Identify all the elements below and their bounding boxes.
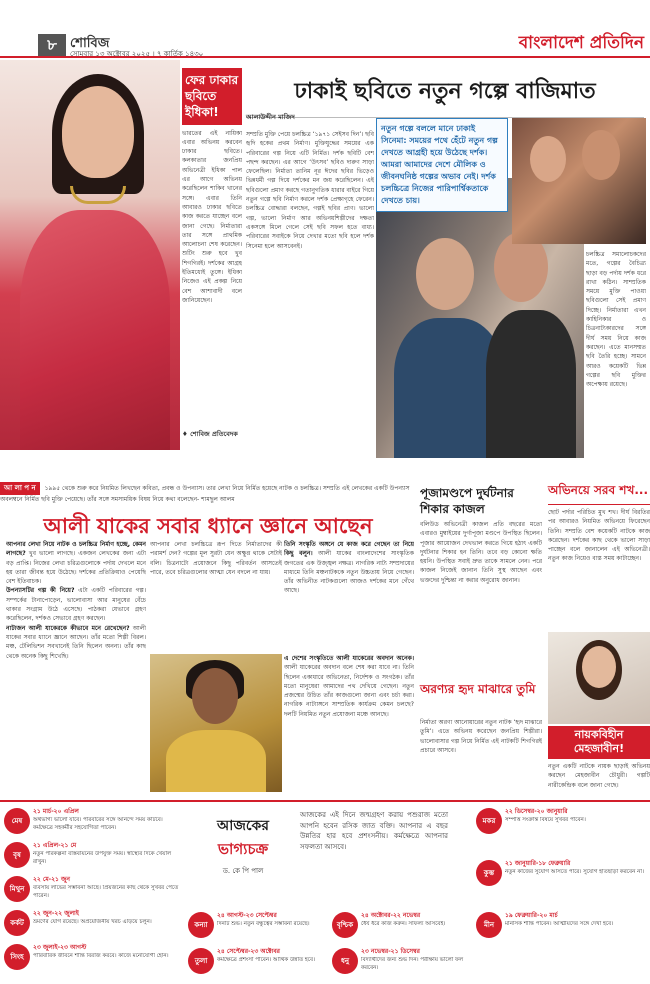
lead-headline[interactable]: ঢাকাই ছবিতে নতুন গল্পে বাজিমাত	[246, 74, 644, 118]
lead-column-3: চলচ্চিত্র সমালোচকদের মতে, গল্পের বৈচিত্র্য ছাড়া বড় পর্দায় দর্শক ধরে রাখা কঠিন। সাম্প্রতিক সময়ে মুক্তি পাওয়া ছবিগুলো সেই প্রমাণ দিচ্ছে। নির্মাতারা এখন কাহিনিকার ও চিত্রনাট্যকারদের সঙ্গে দীর্ঘ সময় নিয়ে কাজ করছেন। এতে মানসম্মত ছবি তৈরি হচ্ছে। সামনে আরও কয়েকটি ভিন্ন গল্পের ছবি মুক্তির অপেক্ষায় রয়েছে।	[586, 251, 646, 389]
section-name: শোবিজ	[70, 36, 110, 51]
dateline: সোমবার ১৩ অক্টোবর ২০২৫ । ৭ কার্তিক ১৪৩০	[70, 50, 204, 58]
interview-column-1: আপনার লেখা নিয়ে নাটক ও চলচ্চিত্র নির্মাণ হচ্ছে, কেমন লাগছে? খুব ভালো লাগছে। একজন লেখকের জন্য এটা বড় প্রাপ্তি। নিজের লেখা চরিত্রগুলোকে পর্দায় দেখলে মনে হয় তারা জীবন্ত হয়ে উঠেছে। দর্শকের প্রতিক্রিয়াও পেয়েছি বেশ ইতিবাচক। উপন্যাসটির গল্প কী নিয়ে? এটা একটি পরিবারের গল্প। সম্পর্কের টানাপোড়েন, ভালোবাসা আর মানুষের বেঁচে থাকার সংগ্রাম উঠে এসেছে। পাঠকরা যেভাবে গ্রহণ করেছিলেন, দর্শকও সেভাবে গ্রহণ করছেন। নাট্যজন আলী যাকেরকে কীভাবে মনে রেখেছেন? আলী যাকের সবার ধ্যানে জ্ঞানে আছেন। তাঁর মতো শিল্পী বিরল। মঞ্চ, টেলিভিশন সবখানেই তিনি ছিলেন অনন্য। তাঁর কাছ থেকে অনেক কিছু শিখেছি।	[6, 541, 146, 660]
sign-leo[interactable]: সিংহ ২৩ জুলাই-২৩ আগস্ট পারিবারিক জীবনে শান্তি বিরাজ করবে। কাজে মনোযোগী হোন।	[4, 944, 184, 977]
interview-tag: আ লা প ন	[0, 482, 40, 495]
lead-column-1: সম্প্রতি মুক্তি পেয়ে চলচ্চিত্র ‘১৯৭১ সেইসব দিন’। ছবি হৃদি হকের প্রথম নির্মাণ। মুক্তিযুদ্ধের সময়ের এক পরিবারের গল্প নিয়ে এটি নির্মিত। দর্শক ছবিটি বেশ পছন্দ করছেন। এর আগে ‘উৎসব’ ছবিও দারুণ সাড়া ফেলেছিল। নির্মাতা তানিম নূর ঈদের ছবির ভিড়েও ভিন্নধর্মী গল্প দিয়ে দর্শকের মন জয় করেছিলেন। এই ছবিগুলো প্রমাণ করছে গতানুগতিক ধারার বাইরে গিয়ে নতুন গল্পে ছবি নির্মাণ করলে দর্শক প্রেক্ষাগৃহে ফেরেন। চলচ্চিত্র বোদ্ধারা বলছেন, গল্পই ছবির প্রাণ। ভালো গল্প, ভালো নির্মাণ আর অভিনয়শিল্পীদের দক্ষতা একসঙ্গে মিলে গেলে সেই ছবি সফল হতে বাধ্য। পরিবারের সবাইকে নিয়ে দেখার মতো ছবি হলে দর্শক সিনেমা হলে আসবেনই।	[246, 131, 374, 250]
interview-column-3: তিনি সংস্কৃতি অঙ্গনে যে কাজ করে গেছেন তা নিয়ে কিছু বলুন। আলী যাকের বাংলাদেশের সাংস্কৃতিক জগতের এক উজ্জ্বল নক্ষত্র। নাগরিক নাট্য সম্প্রদায়ের মাধ্যমে তিনি মঞ্চনাটককে নতুন উচ্চতায় নিয়ে গেছেন। তাঁর অভিনীত নাটকগুলো আজও দর্শকের মনে গেঁথে আছে।	[284, 541, 414, 595]
sign-taurus[interactable]: বৃষ ২১ এপ্রিল-২১ মে নতুন পরিকল্পনা বাস্তবায়নের উপযুক্ত সময়। স্বাস্থ্যের দিকে খেয়াল রাখুন।	[4, 842, 184, 875]
sign-aquarius[interactable]: কুম্ভ ২১ জানুয়ারি-১৮ ফেব্রুয়ারি নতুন কাজের সুযোগ আসতে পারে। সুযোগ হাতছাড়া করবেন না।	[476, 860, 646, 893]
interview-section	[0, 482, 416, 794]
arunar-headline[interactable]: অরণ্যর হৃদ মাঝারে তুমি	[420, 682, 536, 696]
sign-pisces[interactable]: মীন ১৯ ফেব্রুয়ারি-২০ মার্চ মানসিক শান্তি পাবেন। আত্মীয়দের সঙ্গে দেখা হবে।	[476, 912, 646, 945]
idhika-headline[interactable]: ফের ঢাকার ছবিতে ইধিকা!	[182, 68, 242, 125]
idhika-body: ভারতের এই নায়িকা এবার অভিনয় করবেন ঢাকার ছবিতে। কলকাতার জনপ্রিয় অভিনেত্রী ইধিকা পাল এর আগে অভিনয় করেছিলেন শাকিব খানের সঙ্গে। এবার তিনি আবারও ঢাকার ছবিতে কাজ করতে যাচ্ছেন বলে জানা গেছে। নির্মাতারা তার সঙ্গে প্রাথমিক আলোচনা শেষ করেছেন। শুটিং শুরু হবে খুব শিগগিরই। দর্শকের আগ্রহ ইতিমধ্যেই তুঙ্গে। ইধিকা নিজেও এই প্রকল্প নিয়ে বেশ আশাবাদী বলে জানিয়েছেন।	[182, 129, 242, 304]
lead-pull-quote: নতুন গল্পে বললে মানে ঢাকাই সিনেমা: সময়ের পথে হেঁটে নতুন গল্প দেখতে আগ্রহী হয়ে উঠেছে দর্শক। আমরা আমাদের দেশে মৌলিক ও জীবনঘনিষ্ঠ গল্পের অভাব নেই। দর্শক চলচ্চিত্রে নিজের পারিপার্শ্বিকতাকে দেখতে চায়।	[376, 118, 508, 212]
right-stories	[420, 482, 650, 794]
kajol-headline[interactable]: পূজামণ্ডপে দুর্ঘটনার শিকার কাজল	[420, 486, 514, 516]
sign-libra[interactable]: তুলা ২৪ সেপ্টেম্বর-২৩ অক্টোবর কর্মক্ষেত্রে প্রশংসা পাবেন। আর্থিক উন্নতি হবে।	[188, 948, 328, 981]
sign-cancer[interactable]: কর্কট ২২ জুন-২২ জুলাই ভ্রমণের যোগ রয়েছে। অপ্রয়োজনীয় খরচ এড়িয়ে চলুন।	[4, 910, 184, 943]
mehazabien-headline[interactable]: নায়কবিহীন মেহজাবীন!	[548, 726, 650, 759]
mehazabien-body: নতুন একটি নাটকে নায়ক ছাড়াই অভিনয় করছেন মেহজাবীন চৌধুরী। গল্পটি নারীকেন্দ্রিক বলে জানা গেছে।	[548, 763, 650, 789]
horoscope-section	[0, 800, 650, 984]
sign-capricorn[interactable]: মকর ২২ ডিসেম্বর-২০ জানুয়ারি সম্পত্তি সংক্রান্ত বিষয়ে সুখবর পাবেন।	[476, 808, 646, 841]
hero-section	[0, 60, 650, 470]
horoscope-title: আজকের ভাগ্যচক্র ড. কে পি পাল	[188, 814, 298, 877]
sign-aries[interactable]: মেষ ২১ মার্চ-২০ এপ্রিল অর্থভাগ্য ভালো যাবে। পরিবারের সঙ্গে আনন্দে সময় কাটবে। কর্মক্ষেত্রে সহকর্মীর সহযোগিতা পাবেন।	[4, 808, 184, 841]
masthead	[0, 0, 650, 58]
lead-byline: আলাউদ্দীন মাজিদ	[246, 113, 295, 121]
idhika-byline: ♦ শোবিজ প্রতিবেদক	[182, 429, 238, 438]
shokh-body: ছোট পর্দার পরিচিত মুখ শখ। দীর্ঘ বিরতির পর আবারও নিয়মিত অভিনয়ে ফিরেছেন তিনি। সম্প্রতি বেশ কয়েকটি নাটকে কাজ করেছেন। দর্শকের কাছ থেকে ভালো সাড়া পাচ্ছেন বলে জানালেন এই অভিনেত্রী। নতুন কাজ নিয়েও ব্যস্ত সময় কাটাচ্ছেন।	[548, 509, 650, 563]
interview-column-2: আপনার লেখা চলচ্চিত্রে রূপ দিতে নির্মাতাদের কী পরামর্শ দেন? গল্পের মূল সুরটা যেন অক্ষুণ্ণ থাকে সেটাই বলি। চিত্রনাট্যে প্রয়োজনে কিছু পরিবর্তন আসতেই পারে, তবে চরিত্রগুলোর আত্মা যেন বদলে না যায়।	[150, 541, 282, 576]
shokh-headline[interactable]: অভিনয়ে সরব শখ...	[548, 482, 650, 505]
mehazabien-photo	[548, 632, 650, 724]
sign-gemini[interactable]: মিথুন ২২ মে-২১ জুন ব্যবসায় লাভের সম্ভাবনা আছে। প্রিয়জনের কাছ থেকে সুখবর পেতে পারেন।	[4, 876, 184, 909]
kajol-body: বলিউড অভিনেত্রী কাজল প্রতি বছরের মতো এবারও মুম্বাইয়ের দুর্গাপূজা মণ্ডপে উপস্থিত ছিলেন। পূজার আয়োজন দেখভাল করতে গিয়ে হঠাৎ একটি দুর্ঘটনার শিকার হন তিনি। তবে বড় কোনো ক্ষতি হয়নি। উপস্থিত সবাই দ্রুত তাকে সামলে নেন। পরে কাজল নিজেই জানান তিনি সুস্থ আছেন এবং ভক্তদের দুশ্চিন্তা না করার অনুরোধ জানান।	[420, 521, 542, 584]
interview-intro: ১৯৯৫ থেকে শুরু করে নিয়মিত লিখছেন কবিতা, প্রবন্ধ ও উপন্যাস। তার লেখা নিয়ে নির্মিত হয়েছে নাটক ও চলচ্চিত্র। সম্প্রতি এই লেখকের একটি উপন্যাস অবলম্বনে নির্মিত ছবি মুক্তি পেয়েছে। তাঁর সঙ্গে সমসাময়িক বিষয় নিয়ে কথা বলেছেন- শামছুল আলম	[0, 485, 410, 503]
astrologer-name: ড. কে পি পাল	[222, 867, 264, 875]
horoscope-intro: আজকের এই দিনে জন্মগ্রহণ করায় পশুরাজ মতো আপনি হবেন রসিক জাত বক্তি। আপনার এ বছর উন্নতির হার হবে প্রশংসনীয়। কর্মক্ষেত্রে আপনার সফলতা আসবে।	[300, 811, 448, 851]
idhika-photo	[0, 60, 180, 450]
sign-virgo[interactable]: কন্যা ২৪ আগস্ট-২৩ সেপ্টেম্বর দিনটি শুভ। নতুন বন্ধুত্বের সম্ভাবনা রয়েছে।	[188, 912, 328, 945]
sign-scorpio[interactable]: বৃশ্চিক ২৪ অক্টোবর-২২ নভেম্বর ধৈর্য ধরে কাজ করুন। সাফল্য আসবেই।	[332, 912, 472, 945]
page-number: ৮	[38, 34, 66, 56]
idhika-story	[182, 68, 242, 448]
interview-headline[interactable]: আলী যাকের সবার ধ্যানে জ্ঞানে আছেন	[43, 513, 373, 538]
couple-photo	[512, 118, 646, 244]
sign-sagittarius[interactable]: ধনু ২৩ নভেম্বর-২১ ডিসেম্বর বিদ্যার্থীদের জন্য শুভ দিন। পরীক্ষায় ভালো ফল করবেন।	[332, 948, 472, 981]
arunar-body: নির্মাতা অরণ্য আনোয়ারের নতুন নাটক ‘হৃদ মাঝারে তুমি’। এতে অভিনয় করেছেন জনপ্রিয় শিল্পীরা। ভালোবাসার গল্প নিয়ে নির্মিত এই নাটকটি শিগগিরই প্রচারে আসবে।	[420, 719, 542, 754]
interview-column-4: এ দেশের সংস্কৃতিতে আলী যাকেরের অবদান অনেক। আলী যাকেরের অবদান বলে শেষ করা যাবে না। তিনি ছিলেন একাধারে অভিনেতা, নির্দেশক ও সংগঠক। তাঁর মতো মানুষেরা আমাদের পথ দেখিয়ে গেছেন। নতুন প্রজন্মের উচিত তাঁর কাজগুলো জানা এবং চর্চা করা। নাগরিক নাট্যাঙ্গনে সাম্প্রতিক কার্যক্রম কেমন চলছে? দলটি নিয়মিত নতুন প্রযোজনা মঞ্চে আনছে।	[284, 655, 414, 718]
newspaper-logo: বাংলাদেশ প্রতিদিন	[518, 33, 644, 53]
interview-kicker	[0, 482, 416, 504]
author-photo	[150, 654, 282, 792]
